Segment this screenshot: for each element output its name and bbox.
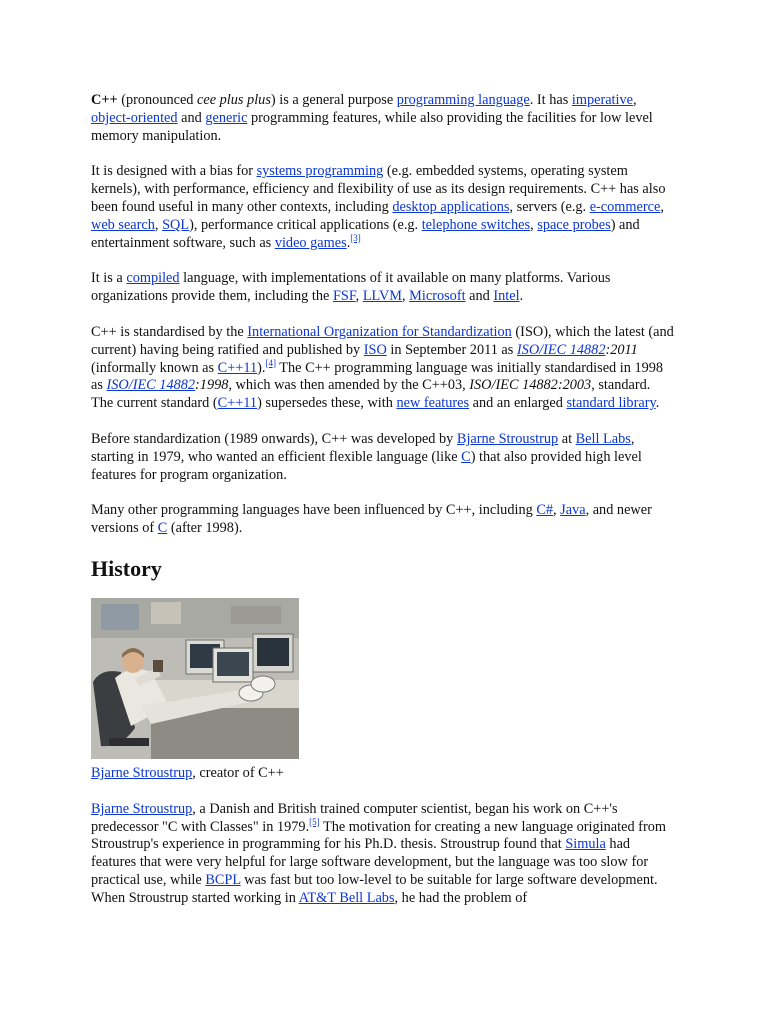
link-new-features[interactable]: new features bbox=[396, 395, 470, 412]
text: , bbox=[154, 216, 163, 233]
text: , starting in 1979, who wanted an efficient flexible language (like bbox=[91, 430, 635, 465]
link-iso-organization[interactable]: International Organization for Standardization bbox=[247, 323, 512, 340]
text: ). bbox=[257, 359, 266, 376]
text: had features that were very helpful for large software development, but the language was too slow for practical use, while bbox=[91, 836, 649, 888]
text: . bbox=[655, 395, 660, 412]
link-csharp[interactable]: C# bbox=[536, 502, 553, 519]
text: language, with implementations of it available on many platforms. Various organizations provide them, including the bbox=[91, 270, 611, 305]
text: , bbox=[633, 92, 637, 108]
text: , which was then amended by the C++03, bbox=[228, 377, 470, 394]
link-att-bell-labs[interactable]: AT&T Bell Labs bbox=[298, 889, 395, 906]
link-space-probes[interactable]: space probes bbox=[537, 216, 611, 233]
text: The C++ programming language was initially standardised in 1998 as bbox=[91, 359, 664, 394]
text: at bbox=[558, 430, 576, 447]
link-caption-bjarne-stroustrup[interactable]: Bjarne Stroustrup bbox=[91, 764, 193, 781]
text: was fast but too low-level to be suitable for large software development. When Stroustrup started working in bbox=[91, 871, 658, 906]
link-fsf[interactable]: FSF bbox=[332, 288, 356, 305]
photo-illustration bbox=[91, 598, 299, 759]
implementations-paragraph bbox=[91, 270, 675, 306]
text: , a Danish and British trained computer scientist, began his work on C++'s predecessor "C with Classes" in 1979. bbox=[91, 800, 618, 835]
design-paragraph bbox=[91, 163, 675, 252]
link-cpp11[interactable]: C++11 bbox=[217, 359, 258, 376]
text: (ISO), which the latest (and current) having being ratified and published by bbox=[91, 323, 674, 358]
link-java[interactable]: Java bbox=[560, 502, 586, 519]
text: and bbox=[177, 109, 206, 126]
reference-5[interactable]: [5] bbox=[309, 816, 320, 827]
link-object-oriented[interactable]: object-oriented bbox=[91, 109, 178, 126]
text: , he had the problem of bbox=[394, 889, 528, 906]
text: , bbox=[660, 198, 664, 215]
text: . It has bbox=[529, 92, 572, 108]
link-programming-language[interactable]: programming language bbox=[396, 92, 530, 108]
link-imperative[interactable]: imperative bbox=[571, 92, 633, 108]
text: ) that also provided high level features for program organization. bbox=[91, 448, 642, 483]
link-compiled[interactable]: compiled bbox=[126, 270, 180, 287]
text: (after 1998). bbox=[167, 520, 243, 537]
text: programming features, while also providing the facilities for low level memory manipulation. bbox=[91, 109, 653, 144]
link-c[interactable]: C bbox=[461, 448, 471, 465]
text: ) supersedes these, with bbox=[257, 395, 397, 412]
link-intel[interactable]: Intel bbox=[493, 288, 520, 305]
history-heading: History bbox=[91, 555, 162, 581]
pronunciation: cee plus plus bbox=[197, 92, 271, 108]
link-video-games[interactable]: video games bbox=[274, 234, 347, 251]
photo-caption bbox=[91, 765, 675, 783]
link-bcpl[interactable]: BCPL bbox=[205, 871, 241, 888]
standardization-paragraph bbox=[91, 324, 675, 413]
link-telephone-switches[interactable]: telephone switches bbox=[421, 216, 531, 233]
text: (informally known as bbox=[91, 359, 218, 376]
text: It is a bbox=[91, 270, 127, 287]
link-web-search[interactable]: web search bbox=[91, 216, 155, 233]
text: . bbox=[519, 288, 524, 305]
reference-3[interactable]: [3] bbox=[350, 232, 361, 243]
link-bell-labs[interactable]: Bell Labs bbox=[575, 430, 631, 447]
term-cpp: C++ bbox=[91, 92, 118, 108]
origin-paragraph bbox=[91, 431, 675, 484]
influence-paragraph bbox=[91, 502, 675, 538]
link-c-newer[interactable]: C bbox=[157, 520, 168, 537]
text: , servers (e.g. bbox=[509, 198, 590, 215]
text: It is designed with a bias for bbox=[91, 163, 257, 180]
link-iso-iec-14882-1998[interactable]: ISO/IEC 14882 bbox=[106, 377, 196, 394]
text: ) and entertainment software, such as bbox=[91, 216, 640, 251]
text: :2011 bbox=[605, 341, 638, 358]
text: , and newer versions of bbox=[91, 502, 652, 537]
text: and bbox=[465, 288, 494, 305]
text: , bbox=[355, 288, 363, 305]
intro-paragraph bbox=[91, 92, 675, 145]
link-standard-library[interactable]: standard library bbox=[566, 395, 656, 412]
text: ), performance critical applications (e.g. bbox=[189, 216, 422, 233]
text: in September 2011 as bbox=[386, 341, 517, 358]
article-body bbox=[91, 92, 675, 926]
link-generic[interactable]: generic bbox=[205, 109, 248, 126]
text: . bbox=[346, 234, 351, 251]
text: , creator of C++ bbox=[192, 764, 284, 781]
text: , bbox=[530, 216, 538, 233]
link-llvm[interactable]: LLVM bbox=[362, 288, 403, 305]
text: (pronounced bbox=[117, 92, 198, 108]
link-desktop-applications[interactable]: desktop applications bbox=[392, 198, 510, 215]
stroustrup-photo[interactable] bbox=[91, 598, 299, 759]
link-systems-programming[interactable]: systems programming bbox=[256, 163, 384, 180]
link-simula[interactable]: Simula bbox=[565, 836, 606, 853]
link-cpp11-current[interactable]: C++11 bbox=[217, 395, 258, 412]
text: ISO/IEC 14882:2003 bbox=[469, 377, 592, 394]
text: , bbox=[402, 288, 410, 305]
link-microsoft[interactable]: Microsoft bbox=[409, 288, 466, 305]
text: , standard. The current standard ( bbox=[91, 377, 651, 412]
history-paragraph bbox=[91, 801, 675, 908]
text: :1998 bbox=[195, 377, 229, 394]
link-e-commerce[interactable]: e-commerce bbox=[589, 198, 661, 215]
link-history-bjarne-stroustrup[interactable]: Bjarne Stroustrup bbox=[91, 800, 193, 817]
reference-4[interactable]: [4] bbox=[265, 357, 276, 368]
text: (e.g. embedded systems, operating system kernels), with performance, efficiency and flexibility of use as its design requirements. C++ has also been found useful in many other contexts, including bbox=[91, 163, 666, 215]
text: Before standardization (1989 onwards), C++ was developed by bbox=[91, 430, 457, 447]
text: C++ is standardised by the bbox=[91, 323, 248, 340]
text: , bbox=[553, 502, 561, 519]
link-bjarne-stroustrup[interactable]: Bjarne Stroustrup bbox=[456, 430, 559, 447]
link-sql[interactable]: SQL bbox=[162, 216, 190, 233]
text: and an enlarged bbox=[469, 395, 567, 412]
text: Many other programming languages have been influenced by C++, including bbox=[91, 502, 537, 519]
link-iso[interactable]: ISO bbox=[363, 341, 387, 358]
text: ) is a general purpose bbox=[270, 92, 397, 108]
link-iso-iec-14882[interactable]: ISO/IEC 14882 bbox=[516, 341, 606, 358]
text: The motivation for creating a new language originated from Stroustrup's experience in programming for his Ph.D. thesis. Stroustrup found that bbox=[91, 818, 666, 853]
